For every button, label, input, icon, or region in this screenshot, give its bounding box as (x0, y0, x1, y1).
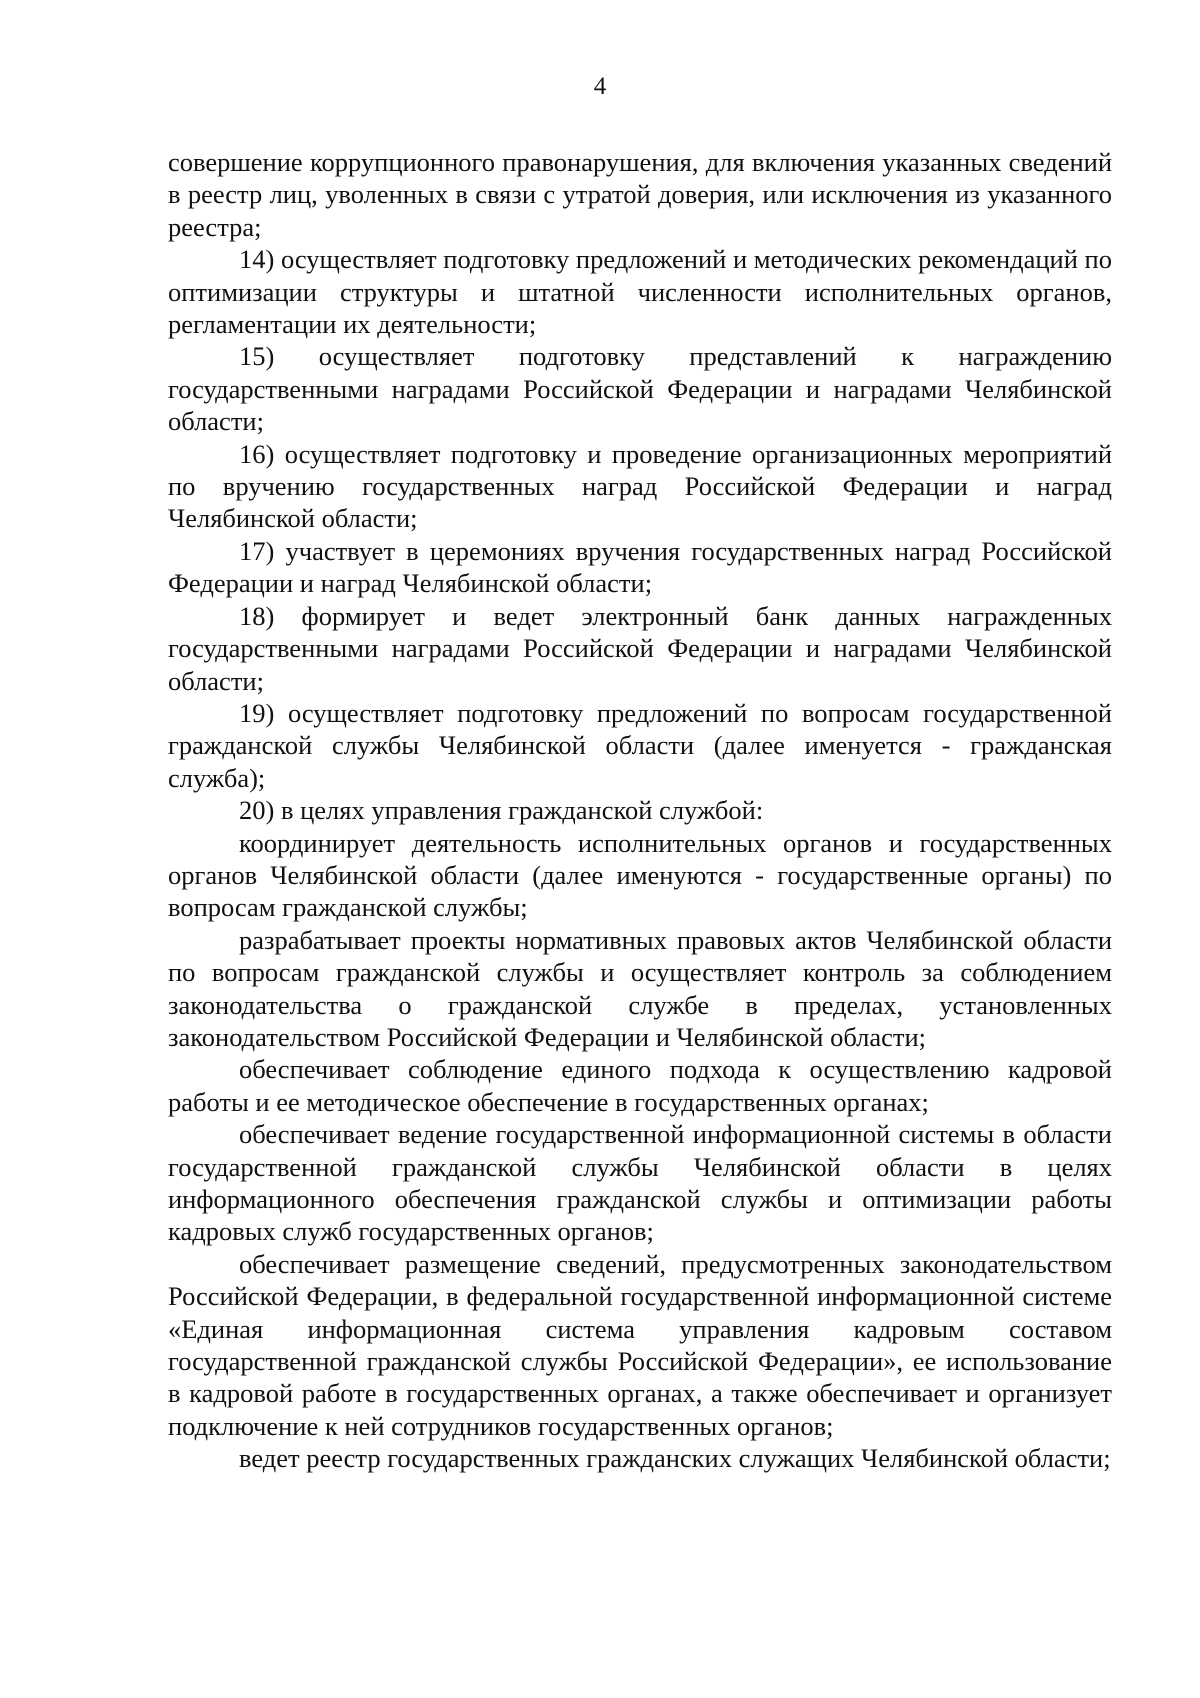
paragraph-item-14: 14) осуществляет подготовку предложений и методических рекомендаций по оптимизации структуры и штатной численности исполнительных органов, регламентации их деятельности; (168, 244, 1112, 340)
paragraph-item-16: 16) осуществляет подготовку и проведение организационных мероприятий по вручению государственных наград Российской Федерации и наград Челябинской области; (168, 438, 1112, 534)
paragraph-continuation: совершение коррупционного правонарушения, для включения указанных сведений в реестр лиц, уволенных в связи с утратой доверия, или исключения из указанного реестра; (168, 147, 1112, 242)
document-body (168, 146, 1112, 1475)
paragraph-subitem-coordination: координирует деятельность исполнительных органов и государственных органов Челябинской области (далее именуются - государственные органы) по вопросам гражданской службы; (168, 827, 1112, 923)
page-number: 4 (593, 73, 607, 100)
paragraph-item-15: 15) осуществляет подготовку представлений к награждению государственными наградами Российской Федерации и наградами Челябинской области; (168, 341, 1112, 437)
paragraph-subitem-unified-approach: обеспечивает соблюдение единого подхода к осуществлению кадровой работы и ее методическое обеспечение в государственных органах; (168, 1054, 1112, 1117)
paragraph-item-20: 20) в целях управления гражданской службой: (239, 795, 764, 826)
paragraph-subitem-information-system: обеспечивает ведение государственной информационной системы в области государственной гражданской службы Челябинской области в целях информационного обеспечения гражданской службы и оптимизации работы кадровых служб государственных органов; (168, 1119, 1112, 1247)
paragraph-item-19: 19) осуществляет подготовку предложений по вопросам государственной гражданской службы Челябинской области (далее именуется - гражданская служба); (168, 697, 1112, 793)
paragraph-subitem-federal-system: обеспечивает размещение сведений, предусмотренных законодательством Российской Федерации, в федеральной государственной информационной системе «Единая информационная система управления кадровым составом государственной гражданской службы Российской Федерации», ее использование в кадровой работе в государственных органах, а также обеспечивает и организует подключение к ней сотрудников государственных органов; (168, 1248, 1112, 1441)
paragraph-item-18: 18) формирует и ведет электронный банк данных награжденных государственными наградами Российской Федерации и наградами Челябинской области; (168, 600, 1112, 696)
paragraph-subitem-registry: ведет реестр государственных гражданских служащих Челябинской области; (239, 1443, 1111, 1474)
paragraph-item-17: 17) участвует в церемониях вручения государственных наград Российской Федерации и наград Челябинской области; (168, 535, 1112, 599)
paragraph-subitem-legal-acts: разрабатывает проекты нормативных правовых актов Челябинской области по вопросам гражданской службы и осуществляет контроль за соблюдением законодательства о гражданской службе в пределах, установленных законодательством Российской Федерации и Челябинской области; (168, 924, 1112, 1052)
